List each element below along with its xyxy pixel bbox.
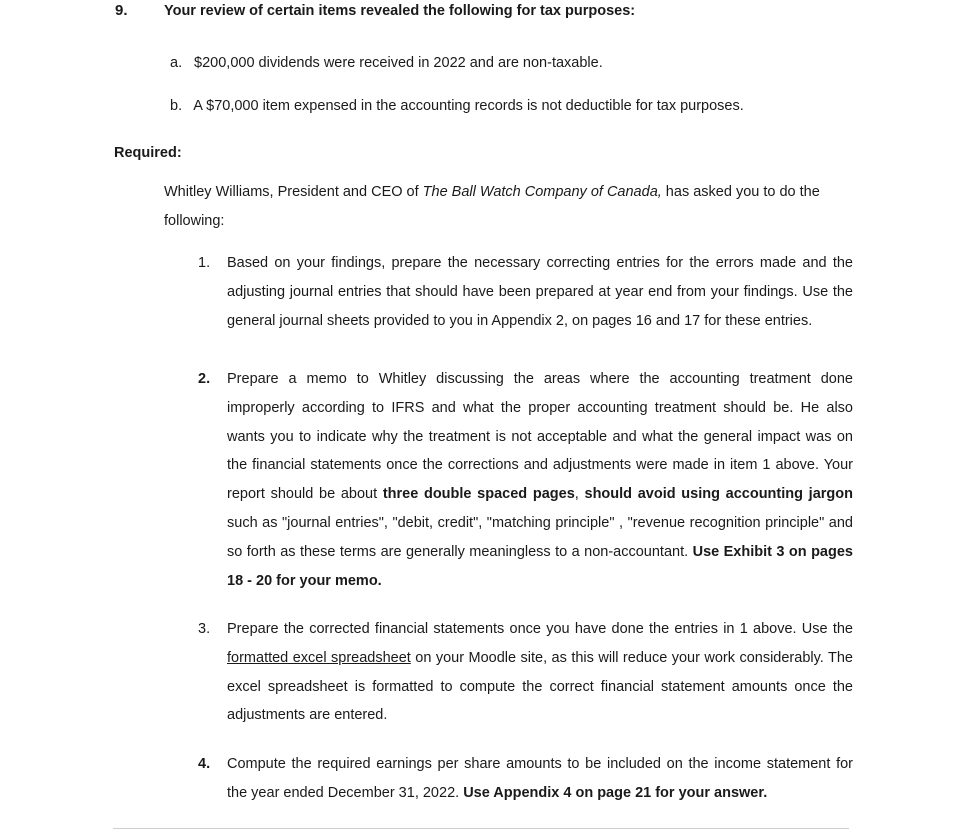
list-item	[170, 98, 744, 114]
required-heading: Required:	[114, 145, 182, 161]
required-intro	[164, 178, 824, 236]
task-text-part: on your Moodle site, as this will reduce your work considerably. The excel spreadsheet is formatted to compute the correct financial statement amounts once the adjustments are entered.	[227, 649, 853, 724]
company-name: The Ball Watch Company of Canada,	[422, 184, 662, 200]
task-text-part: ,	[574, 486, 585, 503]
task-number: 1.	[198, 255, 211, 271]
task-text-part: Prepare the corrected financial statements once you have done the entries in 1 above. Use the	[227, 621, 853, 637]
task-emphasis: Use Exhibit 3 on pages 18 - 20 for your memo.	[227, 543, 853, 589]
task-emphasis: three double spaced pages	[382, 486, 575, 503]
task-number: 2.	[198, 371, 211, 387]
task-text-part: Prepare a memo to Whitley discussing the areas where the accounting treatment done improperly according to IFRS and what the proper accounting treatment should be. He also wants you to indicate why the treatment is not acceptable and what the general impact was on the financial statements once the corrections and adjustments were made in item 1 above. Your report should be about	[227, 371, 853, 503]
task-text: Based on your findings, prepare the necessary correcting entries for the errors made and the adjusting journal entries that should have been prepared at year end from your findings. Use the general journal sheets provided to you in Appendix 2, on pages 16 and 17 for these entries.	[227, 255, 853, 329]
list-item-text: A $70,000 item expensed in the accounting records is not deductible for tax purposes.	[193, 98, 744, 114]
task-emphasis: Use Appendix 4 on page 21 for your answer.	[463, 784, 768, 801]
bottom-divider	[113, 828, 849, 829]
intro-prefix: Whitley Williams, President and CEO of	[164, 184, 423, 200]
task-item	[198, 615, 853, 730]
task-text-part: Compute the required earnings per share amounts to be included on the income statement for the year ended December 31, 2022.	[227, 756, 853, 801]
task-text	[227, 365, 853, 595]
task-emphasis: should avoid using accounting jargon	[584, 486, 853, 503]
intro-suffix: has asked you to do the following:	[164, 184, 820, 229]
task-item	[198, 365, 853, 595]
task-text	[227, 615, 853, 730]
task-item	[198, 249, 853, 335]
task-text-part: such as "journal entries", "debit, credit", "matching principle" , "revenue recognition principle" and so forth as these terms are generally meaningless to a non-accountant.	[227, 514, 853, 560]
list-item-label: a.	[170, 55, 183, 71]
list-item-label: b.	[170, 98, 183, 114]
list-item	[170, 55, 603, 71]
spreadsheet-link[interactable]: formatted excel spreadsheet	[227, 649, 411, 666]
task-text	[227, 750, 853, 808]
question-title: Your review of certain items revealed the following for tax purposes:	[164, 3, 636, 19]
task-item	[198, 750, 853, 808]
task-number: 3.	[198, 621, 211, 637]
task-number: 4.	[198, 756, 211, 772]
question-number: 9.	[115, 2, 128, 19]
list-item-text: $200,000 dividends were received in 2022 and are non-taxable.	[194, 55, 603, 71]
